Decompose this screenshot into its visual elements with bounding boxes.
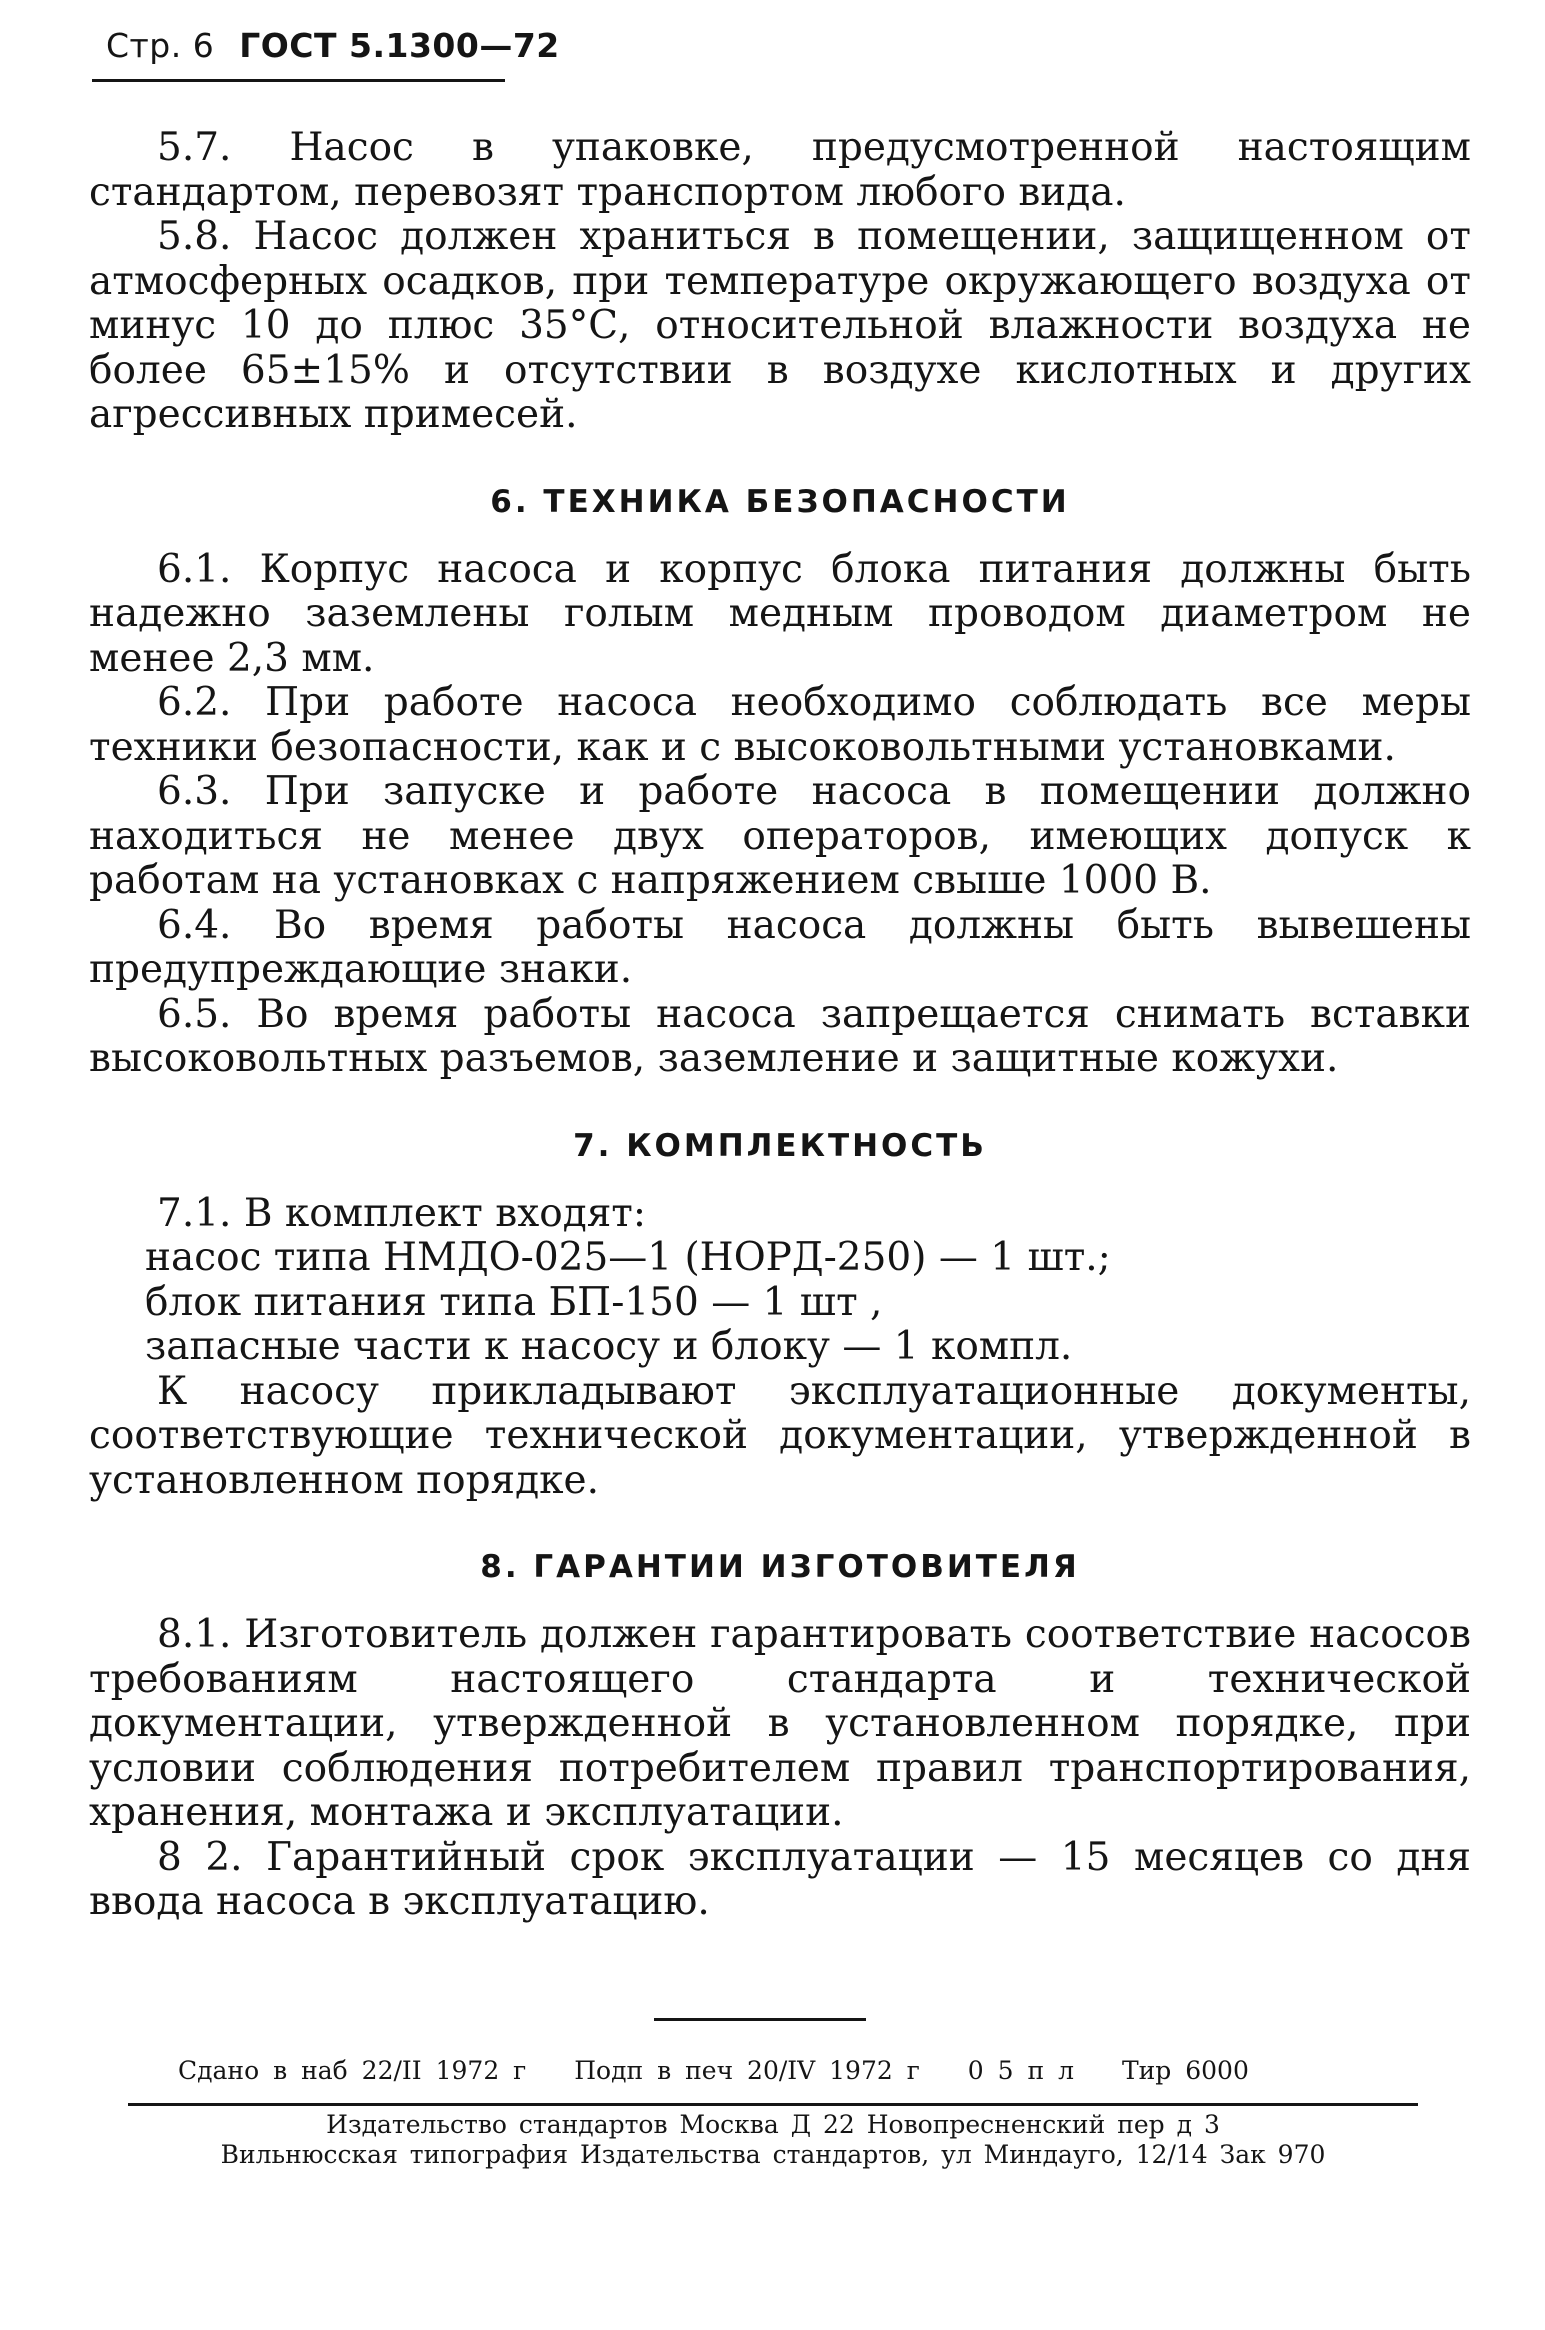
paragraph-6-2: 6.2. При работе насоса необходимо соблюдать все меры техники безопасности, как и с высоковольтными установками. [89, 680, 1471, 770]
paragraph-6-5: 6.5. Во время работы насоса запрещается снимать вставки высоковольтных разъемов, заземление и защитные кожухи. [89, 991, 1471, 1081]
imprint-rule [128, 2103, 1418, 2106]
imprint-submitted: Сдано в наб 22/II 1972 г [178, 2056, 527, 2085]
document-body [89, 126, 1471, 1925]
printer-line: Вильнюсская типография Издательства стандартов, ул Миндауго, 12/14 Зак 970 [220, 2140, 1326, 2169]
paragraph-5-7: 5.7. Насос в упаковке, предусмотренной настоящим стандартом, перевозят транспортом любого вида. [89, 125, 1471, 215]
page-header [106, 26, 560, 66]
list-item: запасные части к насосу и блоку — 1 компл. [145, 1324, 1073, 1369]
paragraph-6-3: 6.3. При запуске и работе насоса в помещении должно находиться не менее двух операторов, имеющих допуск к работам на установках с напряжением свыше 1000 В. [89, 769, 1471, 903]
list-item: насос типа НМДО-025—1 (НОРД-250) — 1 шт.; [145, 1235, 1111, 1280]
header-rule [92, 79, 505, 82]
standard-designation: ГОСТ 5.1300—72 [239, 26, 560, 65]
paragraph-6-1: 6.1. Корпус насоса и корпус блока питания должны быть надежно заземлены голым медным проводом диаметром не менее 2,3 мм. [89, 546, 1471, 681]
section-title-8: 8. ГАРАНТИИ ИЗГОТОВИТЕЛЯ [480, 1549, 1080, 1585]
paragraph-7-1: 7.1. В комплект входят: [157, 1190, 647, 1236]
imprint-signed: Подп в печ 20/IV 1972 г [574, 2056, 920, 2085]
section-title-6: 6. ТЕХНИКА БЕЗОПАСНОСТИ [490, 483, 1070, 520]
section-title-7: 7. КОМПЛЕКТНОСТЬ [573, 1127, 987, 1164]
paragraph-6-4: 6.4. Во время работы насоса должны быть вывешены предупреждающие знаки. [89, 902, 1471, 992]
page-number: Стр. 6 [106, 26, 215, 65]
paragraph-7-1-documents: К насосу прикладывают эксплуатационные документы, соответствующие технической документации, утвержденной в установленном порядке. [89, 1368, 1471, 1503]
paragraph-5-8: 5.8. Насос должен храниться в помещении, защищенном от атмосферных осадков, при температуре окружающего воздуха от минус 10 до плюс 35°С, относительной влажности воздуха не более 65±15% и отсутствии в воздухе кислотных и других агрессивных примесей. [89, 214, 1471, 437]
paragraph-8-2: 8 2. Гарантийный срок эксплуатации — 15 месяцев со дня ввода насоса в эксплуатацию. [89, 1834, 1471, 1924]
imprint-print-run: Тир 6000 [1121, 2056, 1249, 2085]
imprint-sheets: 0 5 п л [967, 2056, 1074, 2085]
publisher-info [148, 2110, 1398, 2170]
end-rule [654, 2018, 866, 2021]
list-item: блок питания типа БП-150 — 1 шт , [145, 1279, 883, 1325]
paragraph-8-1: 8.1. Изготовитель должен гарантировать соответствие насосов требованиям настоящего стандарта и технической документации, утвержденной в установленном порядке, при условии соблюдения потребителем правил транспортирования, хранения, монтажа и эксплуатации. [89, 1612, 1471, 1835]
imprint-line [178, 2054, 1249, 2088]
publisher-line: Издательство стандартов Москва Д 22 Новопресненский пер д 3 [326, 2110, 1220, 2139]
